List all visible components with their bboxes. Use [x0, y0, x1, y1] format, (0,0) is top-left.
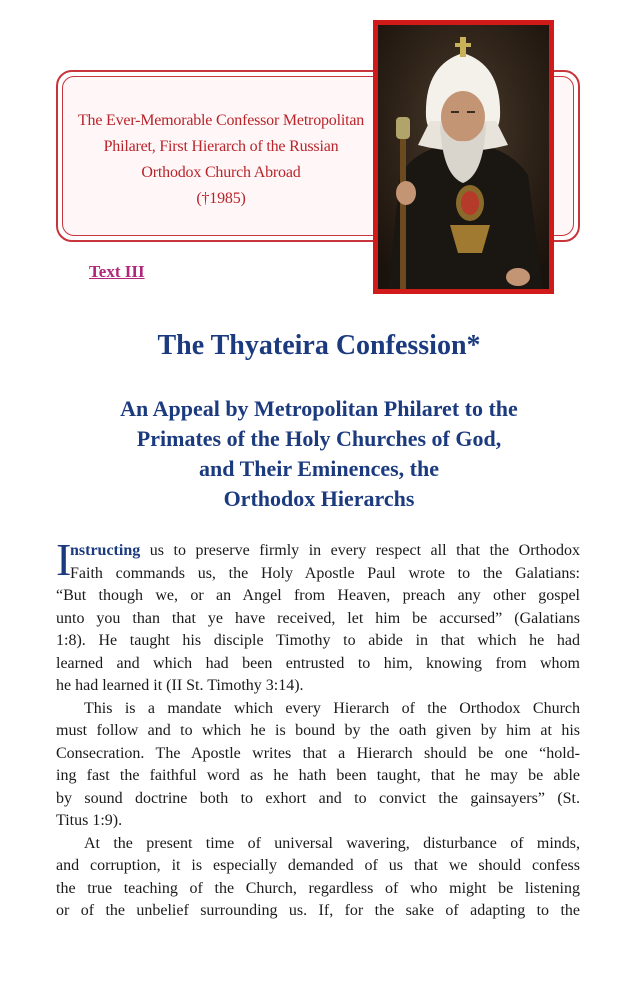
drop-cap: I — [56, 534, 72, 585]
caption-line-1: The Ever-Memorable Confessor Metropolitan — [77, 112, 365, 129]
text-section-label[interactable]: Text III — [89, 262, 145, 281]
body-line: Titus 1:9). — [56, 812, 123, 829]
body-line: or of the unbelief surrounding us. If, for the sake of adapting to the — [56, 902, 580, 919]
page-subtitle — [60, 394, 578, 514]
portrait-image — [373, 20, 554, 294]
body-line: “But though we, or an Angel from Heaven, preach any other gospel — [56, 587, 580, 604]
subtitle-line-1: An Appeal by Metropolitan Philaret to the — [120, 396, 518, 421]
body-line-1-rest: us to preserve firmly in every respect all that the Orthodox — [140, 542, 580, 559]
subtitle-line-2: Primates of the Holy Churches of God, — [136, 426, 502, 451]
caption-line-4: (†1985) — [196, 190, 246, 207]
portrait-icon — [378, 25, 549, 289]
lead-word: nstructing — [70, 542, 141, 559]
body-line: must follow and to which he is bound by the oath given by him at his — [56, 722, 580, 739]
body-line: and corruption, it is especially demanded of us that we should confess — [56, 857, 580, 874]
body-line: ing fast the faithful word as he hath been taught, that he may be able — [56, 767, 580, 784]
body-text — [56, 534, 580, 923]
body-line — [56, 540, 580, 563]
body-line: Faith commands us, the Holy Apostle Paul wrote to the Galatians: — [70, 564, 580, 582]
body-line: unto you than that ye have received, let him be accursed” (Galatians — [56, 609, 580, 627]
portrait-caption — [76, 108, 366, 212]
body-line: he had learned it (II St. Timothy 3:14). — [56, 677, 304, 694]
body-line: 1:8). He taught his disciple Timothy to abide in that which he had — [56, 632, 580, 649]
body-line: At the present time of universal wavering, disturbance of minds, — [84, 834, 580, 852]
subtitle-line-4: Orthodox Hierarchs — [223, 486, 415, 511]
dropcap-row — [56, 534, 580, 585]
page-title: The Thyateira Confession* — [157, 330, 481, 361]
subtitle-line-3: and Their Eminences, the — [199, 456, 439, 481]
body-line: learned and which had been entrusted to him, knowing from whom — [56, 654, 580, 672]
body-line: Consecration. The Apostle writes that a Hierarch should be one “hold- — [56, 744, 580, 762]
caption-line-3: Orthodox Church Abroad — [141, 164, 301, 181]
caption-line-2: Philaret, First Hierarch of the Russian — [103, 138, 339, 155]
body-line: by sound doctrine both to exhort and to convict the gainsayers” (St. — [56, 789, 580, 807]
body-line: This is a mandate which every Hierarch of the Orthodox Church — [84, 699, 580, 717]
body-line: the true teaching of the Church, regardless of who might be listening — [56, 879, 580, 897]
